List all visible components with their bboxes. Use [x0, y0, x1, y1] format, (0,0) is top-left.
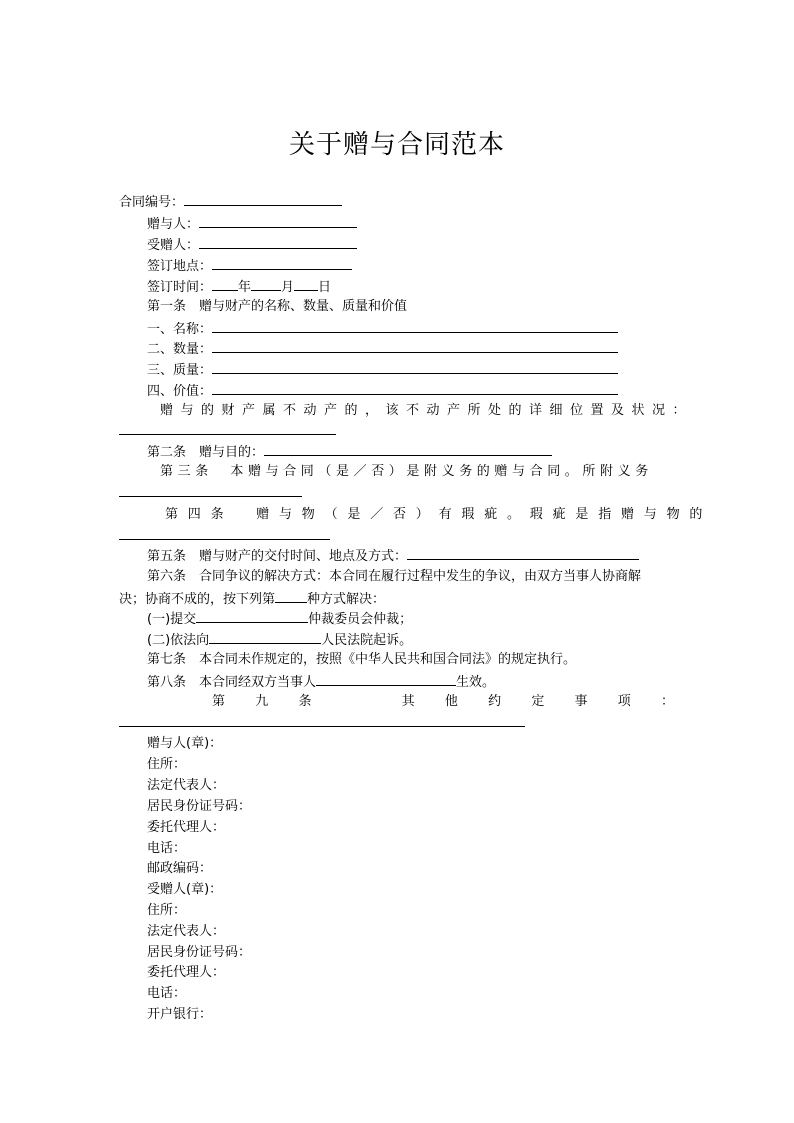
contract-number-label: 合同编号： [119, 195, 185, 210]
contract-number-blank[interactable] [184, 193, 342, 206]
donee-seal: 受赠人(章)： [147, 882, 223, 897]
option-2-text-b: 人民法院起诉。 [321, 633, 413, 648]
article-9-char: ： [660, 694, 674, 709]
document-title: 关于赠与合同范本 [288, 130, 505, 160]
purpose-blank[interactable] [264, 443, 552, 456]
article-6-line-1: 第六条 合同争议的解决方式：本合同在履行过程中发生的争议，由双方当事人协商解 [147, 569, 642, 584]
article-8-line [147, 673, 495, 691]
item-quantity-blank[interactable] [212, 340, 618, 353]
article-9-char: 九 [255, 694, 269, 709]
donor-phone: 电话： [147, 841, 187, 856]
day-label: 日 [318, 280, 332, 295]
item-value-line [147, 382, 618, 400]
item-quality-label: 三、质量： [147, 363, 213, 378]
option-2-line [147, 631, 412, 649]
item-quantity-label: 二、数量： [147, 342, 213, 357]
option-1-text-a: (一)提交 [147, 612, 197, 627]
article-9-char: 项 [617, 694, 631, 709]
donor-agent: 委托代理人： [147, 820, 226, 835]
item-name-blank[interactable] [212, 320, 618, 333]
option-2-text-a: (二)依法向 [147, 633, 210, 648]
donor-address: 住所： [147, 757, 187, 772]
article-6-text-a: 决；协商不成的，按下列第 [119, 592, 276, 607]
month-blank[interactable] [251, 278, 281, 291]
article-9-char: 他 [444, 694, 458, 709]
article-8-text-b: 生效。 [456, 675, 496, 690]
method-number-blank[interactable] [275, 590, 307, 603]
option-1-line [147, 610, 412, 628]
article-4-line: 第四条 赠与物（是／否）有瑕疵。瑕疵是指赠与物的 [165, 507, 713, 522]
effective-blank[interactable] [316, 673, 456, 686]
sign-time-line [147, 278, 331, 296]
donor-line [147, 215, 357, 233]
donor-postcode: 邮政编码： [147, 861, 213, 876]
sign-place-label: 签订地点： [147, 259, 213, 274]
donee-line [147, 236, 357, 254]
sign-time-label: 签订时间： [147, 280, 213, 295]
donee-id-number: 居民身份证号码： [147, 945, 252, 960]
sign-place-line [147, 257, 352, 275]
year-blank[interactable] [212, 278, 238, 291]
donor-seal: 赠与人(章)： [147, 736, 223, 751]
obligation-blank[interactable] [119, 496, 302, 497]
donee-blank[interactable] [199, 236, 357, 249]
donee-bank: 开户银行： [147, 1007, 213, 1022]
article-8-text-a: 第八条 本合同经双方当事人 [147, 675, 317, 690]
defect-blank[interactable] [119, 539, 330, 540]
month-label: 月 [281, 280, 295, 295]
donee-legal-rep: 法定代表人： [147, 924, 226, 939]
other-terms-blank[interactable] [119, 726, 525, 727]
real-estate-blank[interactable] [119, 434, 336, 435]
article-9-line [212, 694, 674, 710]
real-estate-line: 赠与的财产属不动产的，该不动产所处的详细位置及状况： [160, 403, 694, 418]
article-7-line: 第七条 本合同未作规定的，按照《中华人民共和国合同法》的规定执行。 [147, 652, 577, 667]
article-9-char: 事 [574, 694, 588, 709]
article-9-char: 其 [401, 694, 415, 709]
article-9-char: 定 [531, 694, 545, 709]
article-2-label: 第二条 赠与目的： [147, 445, 265, 460]
article-1-heading: 第一条 赠与财产的名称、数量、质量和价值 [147, 299, 408, 314]
item-name-label: 一、名称： [147, 322, 213, 337]
court-blank[interactable] [209, 631, 321, 644]
item-value-label: 四、价值： [147, 384, 213, 399]
donee-agent: 委托代理人： [147, 965, 226, 980]
year-label: 年 [238, 280, 252, 295]
option-1-text-b: 仲裁委员会仲裁； [308, 612, 413, 627]
article-9-char: 第 [212, 694, 226, 709]
contract-number-line [119, 193, 342, 211]
item-quality-line [147, 361, 618, 379]
article-2-line [147, 443, 552, 461]
donor-label: 赠与人： [147, 217, 200, 232]
article-9-char: 约 [488, 694, 502, 709]
donor-blank[interactable] [199, 215, 357, 228]
item-quantity-line [147, 340, 618, 358]
sign-place-blank[interactable] [212, 257, 352, 270]
arbitration-blank[interactable] [196, 610, 308, 623]
donee-label: 受赠人： [147, 238, 200, 253]
article-3-line: 第三条 本赠与合同（是／否）是附义务的赠与合同。所附义务 [160, 464, 653, 479]
donee-phone: 电话： [147, 986, 187, 1001]
donor-id-number: 居民身份证号码： [147, 799, 252, 814]
article-6-text-b: 种方式解决： [307, 592, 386, 607]
donee-address: 住所： [147, 903, 187, 918]
day-blank[interactable] [294, 278, 318, 291]
article-5-label: 第五条 赠与财产的交付时间、地点及方式： [147, 549, 408, 564]
article-9-char: 条 [298, 694, 312, 709]
delivery-blank[interactable] [407, 547, 639, 560]
article-5-line [147, 547, 639, 565]
article-6-line-2 [119, 590, 385, 608]
item-name-line [147, 320, 618, 338]
donor-legal-rep: 法定代表人： [147, 778, 226, 793]
item-value-blank[interactable] [212, 382, 618, 395]
item-quality-blank[interactable] [212, 361, 618, 374]
